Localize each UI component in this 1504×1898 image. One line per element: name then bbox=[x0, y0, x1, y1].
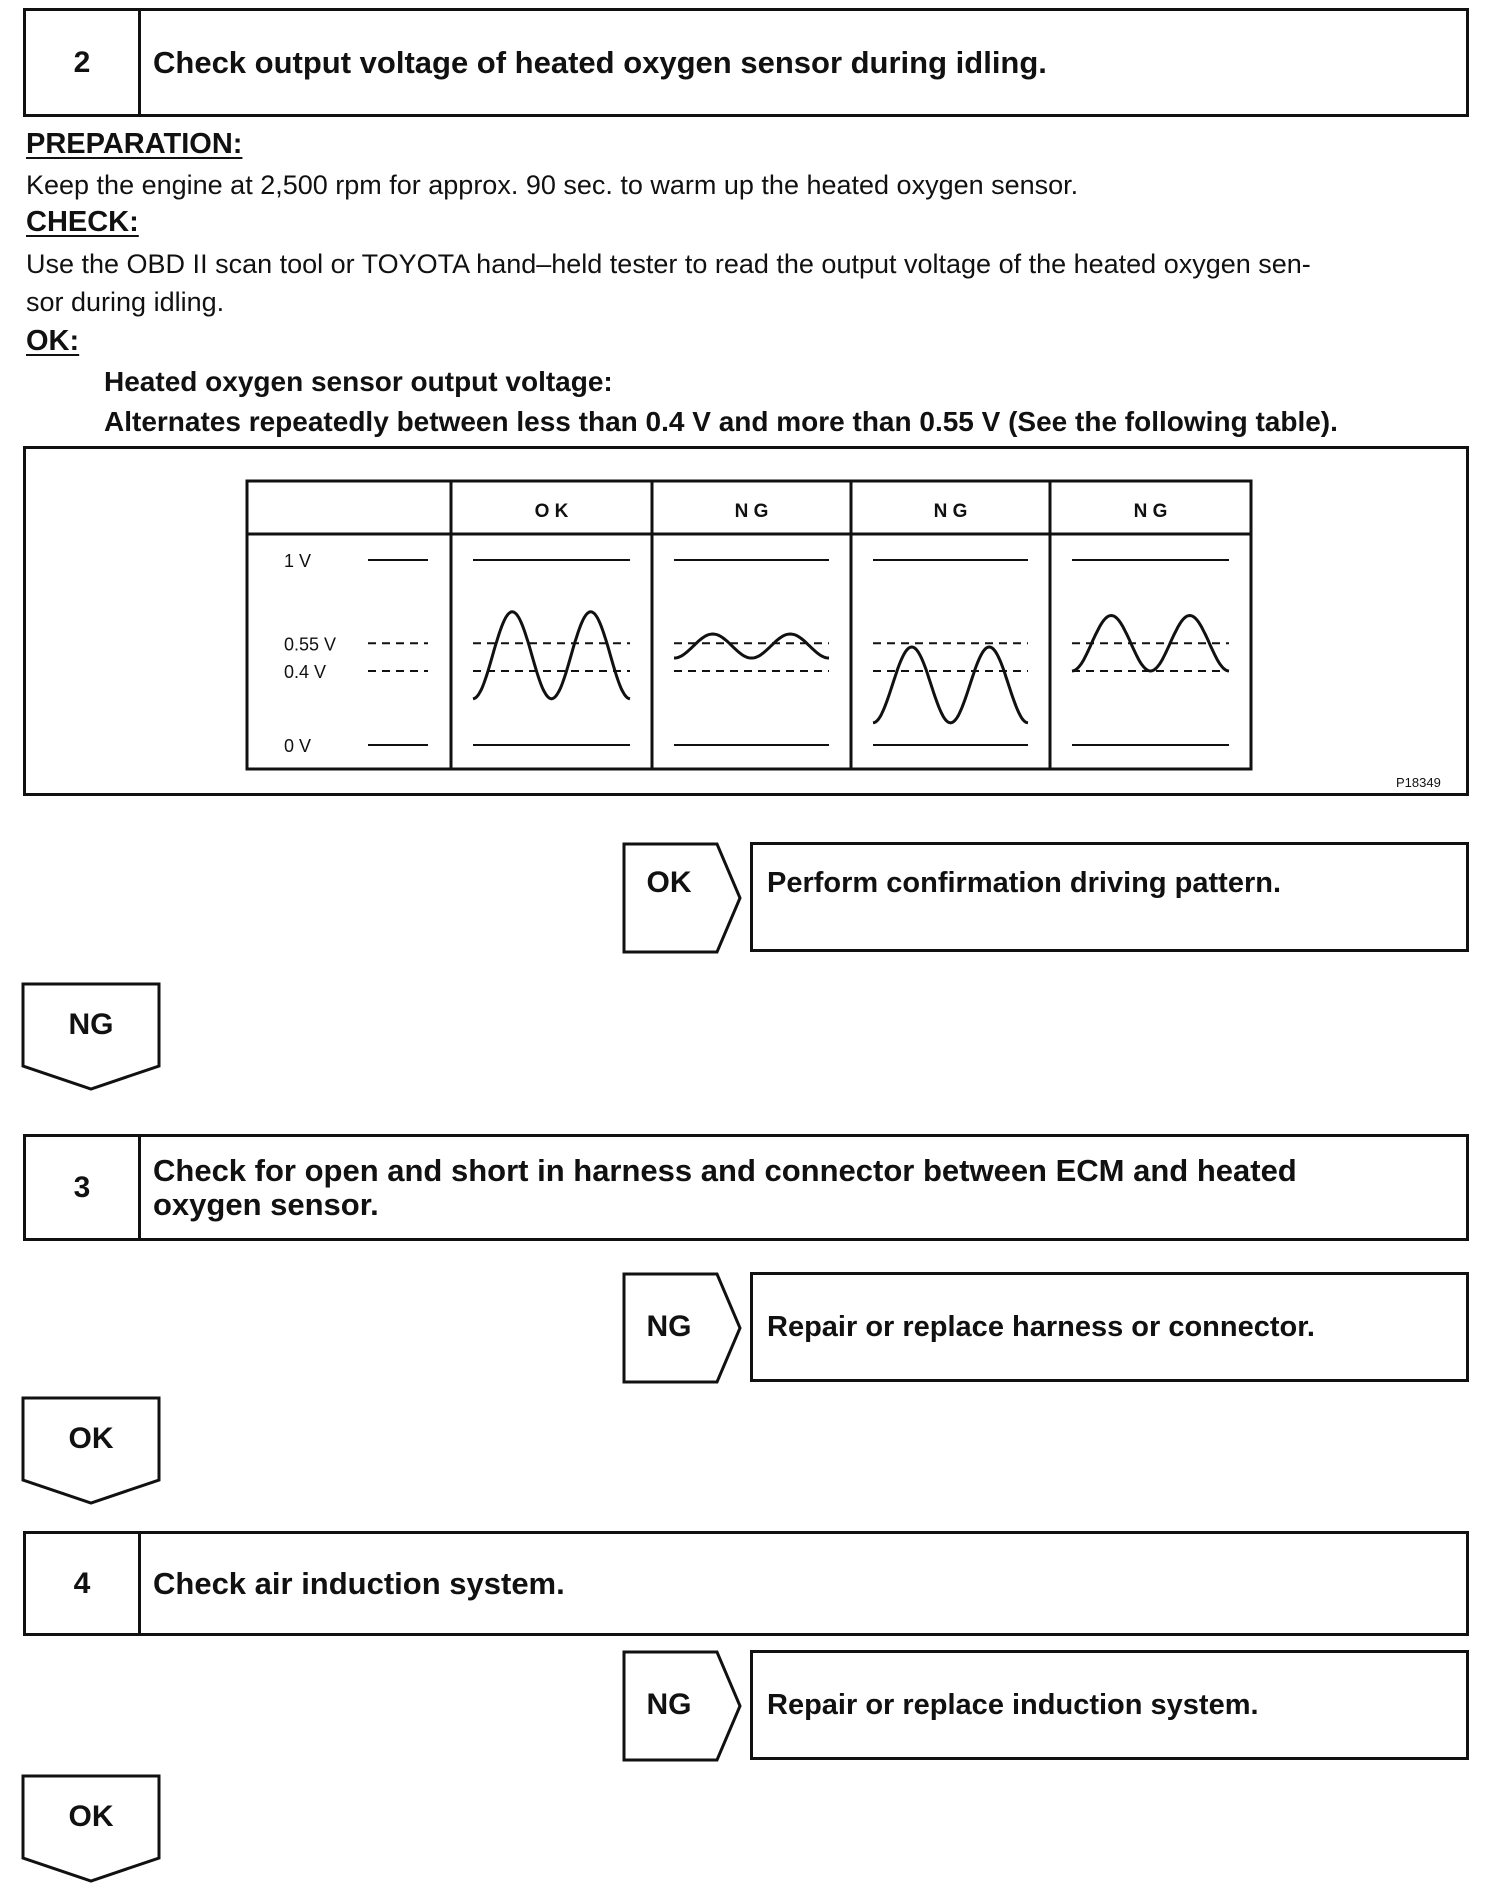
ng-result-box bbox=[750, 1650, 1469, 1760]
ok-spec-line-2: Alternates repeatedly between less than 0.4 V and more than 0.55 V (See the following table). bbox=[104, 406, 1338, 437]
voltage-waveform-chart bbox=[0, 0, 1504, 830]
preparation-label: PREPARATION: bbox=[26, 128, 243, 160]
ok-down-label: OK bbox=[68, 1422, 114, 1455]
check-text-line-2: sor during idling. bbox=[26, 287, 225, 317]
ng-result-box bbox=[750, 1272, 1469, 1382]
step-title: Check air induction system. bbox=[153, 1565, 565, 1601]
ng-result-text: Repair or replace induction system. bbox=[767, 1689, 1259, 1721]
step-number: 3 bbox=[26, 1137, 141, 1238]
step-title: Check output voltage of heated oxygen sensor during idling. bbox=[153, 44, 1047, 80]
ng-down-label: NG bbox=[68, 1008, 114, 1041]
step-3-box bbox=[23, 1134, 1469, 1241]
check-label: CHECK: bbox=[26, 206, 139, 238]
chart-series-line bbox=[674, 634, 829, 658]
chart-y-tick-label: 0 V bbox=[284, 736, 312, 756]
ng-branch-label: NG bbox=[646, 1688, 692, 1721]
ok-label: OK: bbox=[26, 325, 80, 357]
ok-result-text: Perform confirmation driving pattern. bbox=[767, 867, 1281, 899]
chart-y-tick-label: 0.4 V bbox=[284, 662, 327, 682]
ok-down-label: OK bbox=[68, 1800, 114, 1833]
step-title bbox=[153, 1137, 1452, 1238]
step-4-box bbox=[23, 1531, 1469, 1636]
step-number: 2 bbox=[26, 11, 141, 114]
chart-column-header: N G bbox=[933, 501, 968, 522]
chart-series-line bbox=[473, 612, 630, 699]
step-title-line-2: oxygen sensor. bbox=[153, 1186, 379, 1222]
ok-spec-line-1: Heated oxygen sensor output voltage: bbox=[104, 366, 613, 397]
ng-branch-label: NG bbox=[646, 1310, 692, 1343]
preparation-text: Keep the engine at 2,500 rpm for approx. 90 sec. to warm up the heated oxygen sensor. bbox=[26, 170, 1079, 200]
step-number: 4 bbox=[26, 1534, 141, 1633]
chart-y-tick-label: 1 V bbox=[284, 551, 312, 571]
chart-series-line bbox=[873, 647, 1028, 723]
ng-result-text: Repair or replace harness or connector. bbox=[767, 1311, 1315, 1343]
chart-column-header: N G bbox=[734, 501, 769, 522]
ok-branch-label: OK bbox=[646, 866, 692, 899]
chart-column-header: O K bbox=[534, 501, 569, 522]
step-title-line-1: Check for open and short in harness and connector between ECM and heated bbox=[153, 1152, 1297, 1188]
check-text-line-1: Use the OBD II scan tool or TOYOTA hand–held tester to read the output voltage of the heated oxygen sen- bbox=[26, 249, 1311, 279]
ok-result-box bbox=[750, 842, 1469, 952]
figure-id: P18349 bbox=[1396, 775, 1441, 790]
chart-y-tick-label: 0.55 V bbox=[284, 634, 337, 655]
chart-column-header: N G bbox=[1133, 501, 1168, 522]
